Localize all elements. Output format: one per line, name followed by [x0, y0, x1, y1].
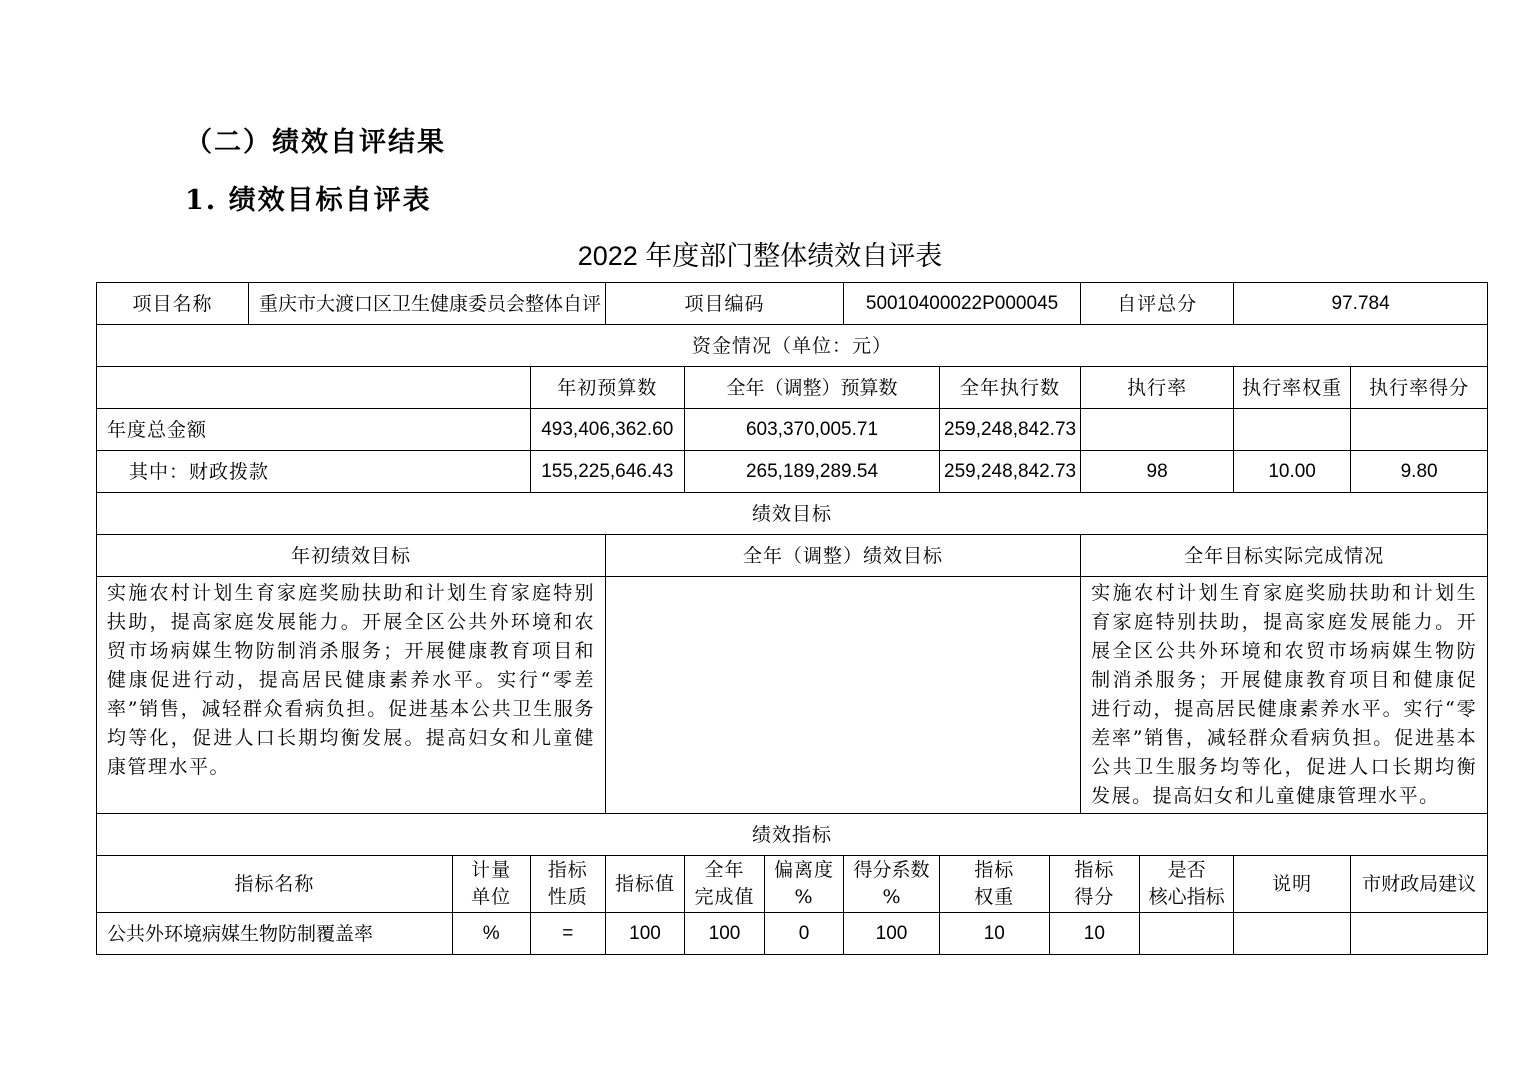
goals-header-adjusted: 全年（调整）绩效目标: [606, 535, 1081, 577]
goals-content-row: [97, 577, 1488, 814]
funds-cell: 259,248,842.73: [940, 451, 1081, 493]
ind-header-nature: 指标 性质: [530, 856, 606, 913]
funds-section-header: 资金情况（单位：元）: [97, 325, 1488, 367]
funds-row-label: 其中：财政拨款: [97, 451, 531, 493]
ind-cell-weight: 10: [940, 913, 1050, 955]
funds-header-exec-rate: 执行率: [1081, 367, 1234, 409]
funds-header-executed: 全年执行数: [940, 367, 1081, 409]
goals-header-actual: 全年目标实际完成情况: [1081, 535, 1488, 577]
funds-header-row: [97, 367, 1488, 409]
ind-cell-note: [1234, 913, 1351, 955]
funds-cell: 9.80: [1351, 451, 1488, 493]
ind-header-done: 全年 完成值: [685, 856, 765, 913]
funds-cell: 259,248,842.73: [940, 409, 1081, 451]
ind-header-deviation: 偏离度 %: [765, 856, 844, 913]
ind-header-core: 是否 核心指标: [1140, 856, 1234, 913]
ind-cell-name: 公共外环境病媒生物防制覆盖率: [97, 913, 453, 955]
project-code-value: 50010400022P000045: [844, 283, 1081, 325]
ind-header-name: 指标名称: [97, 856, 453, 913]
funds-cell: [1081, 409, 1234, 451]
project-name-value: 重庆市大渡口区卫生健康委员会整体自评: [249, 283, 606, 325]
total-score-value: 97.784: [1234, 283, 1488, 325]
funds-cell: 493,406,362.60: [530, 409, 685, 451]
ind-cell-value: 100: [606, 913, 685, 955]
table-title: 2022 年度部门整体绩效自评表: [577, 241, 943, 271]
table-row: [97, 913, 1488, 955]
funds-header-adjusted-budget: 全年（调整）预算数: [685, 367, 940, 409]
funds-cell: 603,370,005.71: [685, 409, 940, 451]
ind-cell-nature: =: [530, 913, 606, 955]
ind-header-note: 说明: [1234, 856, 1351, 913]
project-code-label: 项目编码: [606, 283, 844, 325]
funds-cell: 98: [1081, 451, 1234, 493]
project-row: [97, 283, 1488, 325]
funds-row-fiscal: [97, 451, 1488, 493]
self-evaluation-table: [96, 282, 1488, 955]
goals-section-header: 绩效目标: [97, 493, 1488, 535]
funds-cell: 265,189,289.54: [685, 451, 940, 493]
funds-cell: 155,225,646.43: [530, 451, 685, 493]
funds-cell: [1234, 409, 1351, 451]
ind-cell-coef: 100: [844, 913, 940, 955]
ind-cell-core: [1140, 913, 1234, 955]
ind-cell-unit: %: [452, 913, 530, 955]
ind-header-advice: 市财政局建议: [1351, 856, 1488, 913]
funds-row-label: 年度总金额: [97, 409, 531, 451]
funds-cell: [1351, 409, 1488, 451]
funds-header-blank: [97, 367, 531, 409]
ind-cell-advice: [1351, 913, 1488, 955]
ind-header-value: 指标值: [606, 856, 685, 913]
total-score-label: 自评总分: [1081, 283, 1234, 325]
subsection-heading: 1. 绩效目标自评表: [185, 185, 432, 216]
funds-cell: 10.00: [1234, 451, 1351, 493]
indicators-header-row: [97, 856, 1488, 913]
goal-initial-text: 实施农村计划生育家庭奖励扶助和计划生育家庭特别扶助，提高家庭发展能力。开展全区公共外环境和农贸市场病媒生物防制消杀服务；开展健康教育项目和健康促进行动，提高居民健康素养水平。实行“零差率”销售，减轻群众看病负担。促进基本公共卫生服务均等化，促进人口长期均衡发展。提高妇女和儿童健康管理水平。: [97, 577, 606, 814]
ind-cell-done: 100: [685, 913, 765, 955]
goal-actual-text: 实施农村计划生育家庭奖励扶助和计划生育家庭特别扶助，提高家庭发展能力。开展全区公共外环境和农贸市场病媒生物防制消杀服务；开展健康教育项目和健康促进行动，提高居民健康素养水平。实行“零差率”销售，减轻群众看病负担。促进基本公共卫生服务均等化，促进人口长期均衡发展。提高妇女和儿童健康管理水平。: [1081, 577, 1488, 814]
goal-adjusted-text: [606, 577, 1081, 814]
project-name-label: 项目名称: [97, 283, 249, 325]
ind-header-unit: 计量 单位: [452, 856, 530, 913]
goals-header-initial: 年初绩效目标: [97, 535, 606, 577]
ind-cell-score: 10: [1049, 913, 1140, 955]
ind-header-weight: 指标 权重: [940, 856, 1050, 913]
funds-row-total: [97, 409, 1488, 451]
funds-header-initial-budget: 年初预算数: [530, 367, 685, 409]
funds-header-rate-weight: 执行率权重: [1234, 367, 1351, 409]
indicators-section-header: 绩效指标: [97, 814, 1488, 856]
funds-header-rate-score: 执行率得分: [1351, 367, 1488, 409]
ind-header-score: 指标 得分: [1049, 856, 1140, 913]
goals-header-row: [97, 535, 1488, 577]
section-heading: （二）绩效自评结果: [185, 127, 446, 158]
ind-cell-deviation: 0: [765, 913, 844, 955]
ind-header-coef: 得分系数 %: [844, 856, 940, 913]
